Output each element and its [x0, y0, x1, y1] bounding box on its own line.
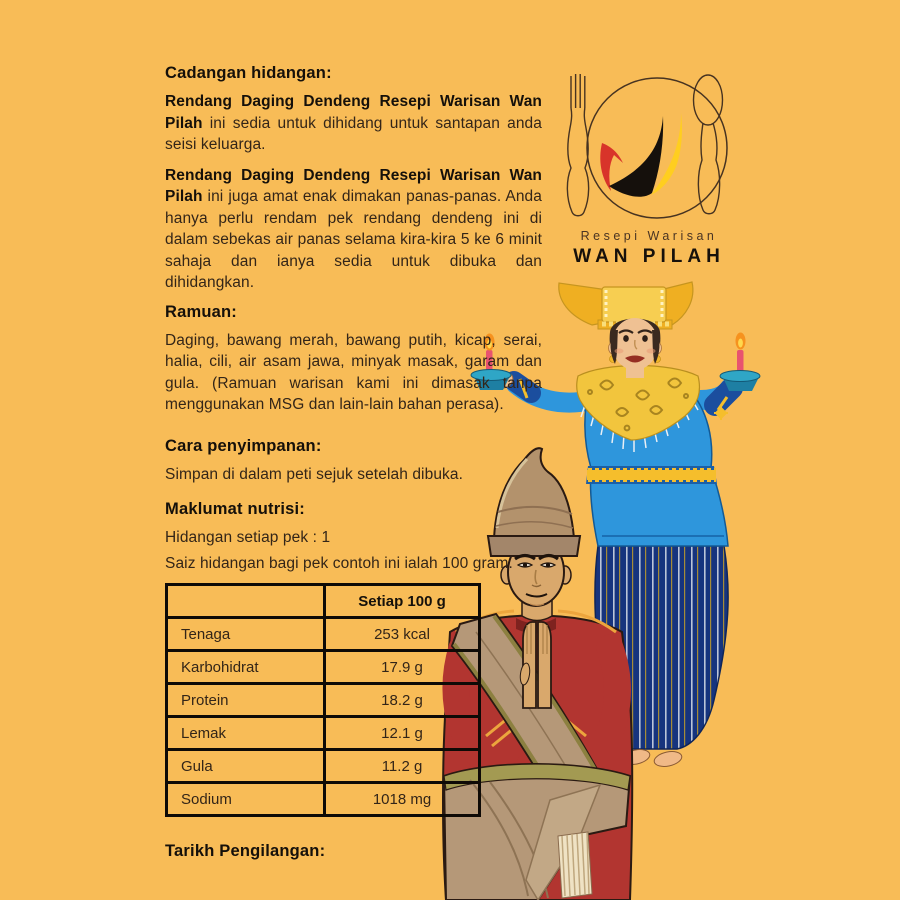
brand-subtitle: Resepi Warisan: [580, 229, 718, 243]
nutrient-label: Tenaga: [167, 618, 325, 651]
storage-body: Simpan di dalam peti sejuk setelah dibuka.: [165, 465, 464, 483]
nutrient-label: Gula: [167, 750, 325, 783]
manufacture-date-heading: Tarikh Pengilangan:: [165, 842, 326, 860]
nutrient-value: 17.9 g: [325, 651, 480, 684]
horn-swoosh-mark: [600, 113, 682, 197]
nutrient-value: 11.2 g: [325, 750, 480, 783]
nutrient-value: 18.2 g: [325, 684, 480, 717]
fork-icon: [567, 74, 588, 216]
nutrition-heading: Maklumat nutrisi:: [165, 500, 306, 518]
nutrient-value: 1018 mg: [325, 783, 480, 816]
servings-per-pack: Hidangan setiap pek : 1: [165, 529, 331, 546]
table-row: [167, 684, 480, 717]
nutrient-label: Lemak: [167, 717, 325, 750]
ingredients-body: Daging, bawang merah, bawang putih, kicap, serai, halia, cili, air asam jawa, minyak masak, garam dan gula. (Ramuan warisan kami ini dimasak tanpa menggunakan MSG dan lain-lain bahan perasa).: [165, 331, 542, 413]
brand-logo: [545, 56, 753, 268]
belt: [586, 466, 717, 484]
nutrient-label: Karbohidrat: [167, 651, 325, 684]
storage-heading: Cara penyimpanan:: [165, 436, 322, 455]
logo-illustration: [545, 56, 753, 223]
nutrition-table: [165, 583, 481, 817]
nutrient-value: 12.1 g: [325, 717, 480, 750]
serving-suggestion-para-2: Rendang Daging Dendeng Resepi Warisan Wan Pilah ini juga amat enak dimakan panas-panas. Anda hanya perlu rendam pek rendang dendeng ini di dalam sebekas air panas selama kira-kira 5 ke 6 minit sahaja dan ianya sedia untuk dibuka dan dihidangkan.: [165, 166, 542, 291]
nutrition-col-header: Setiap 100 g: [325, 585, 480, 618]
table-row: [167, 783, 480, 816]
candle-dish-icon: [720, 333, 760, 392]
brand-name: WAN PILAH: [573, 246, 725, 267]
table-row: [167, 750, 480, 783]
table-row: [167, 651, 480, 684]
nutrient-value: 253 kcal: [325, 618, 480, 651]
label-text-column: [165, 64, 542, 869]
woman-face: [609, 318, 662, 370]
serving-suggestion-para-1: Rendang Daging Dendeng Resepi Warisan Wan Pilah ini sedia untuk dihidang untuk santapan anda seisi keluarga.: [165, 93, 542, 153]
fringe-tassel: [558, 832, 592, 898]
nutrition-col-header: [167, 585, 325, 618]
serving-size: Saiz hidangan bagi pek contoh ini ialah 100 gram.: [165, 554, 513, 572]
nutrition-table-head-row: [167, 585, 480, 618]
serving-suggestion-heading: Cadangan hidangan:: [165, 64, 332, 82]
nutrient-label: Protein: [167, 684, 325, 717]
nutrient-label: Sodium: [167, 783, 325, 816]
table-row: [167, 618, 480, 651]
table-row: [167, 717, 480, 750]
ingredients-heading: Ramuan:: [165, 302, 237, 321]
spoon-icon: [694, 75, 723, 214]
nutrition-table-body: [167, 618, 480, 816]
